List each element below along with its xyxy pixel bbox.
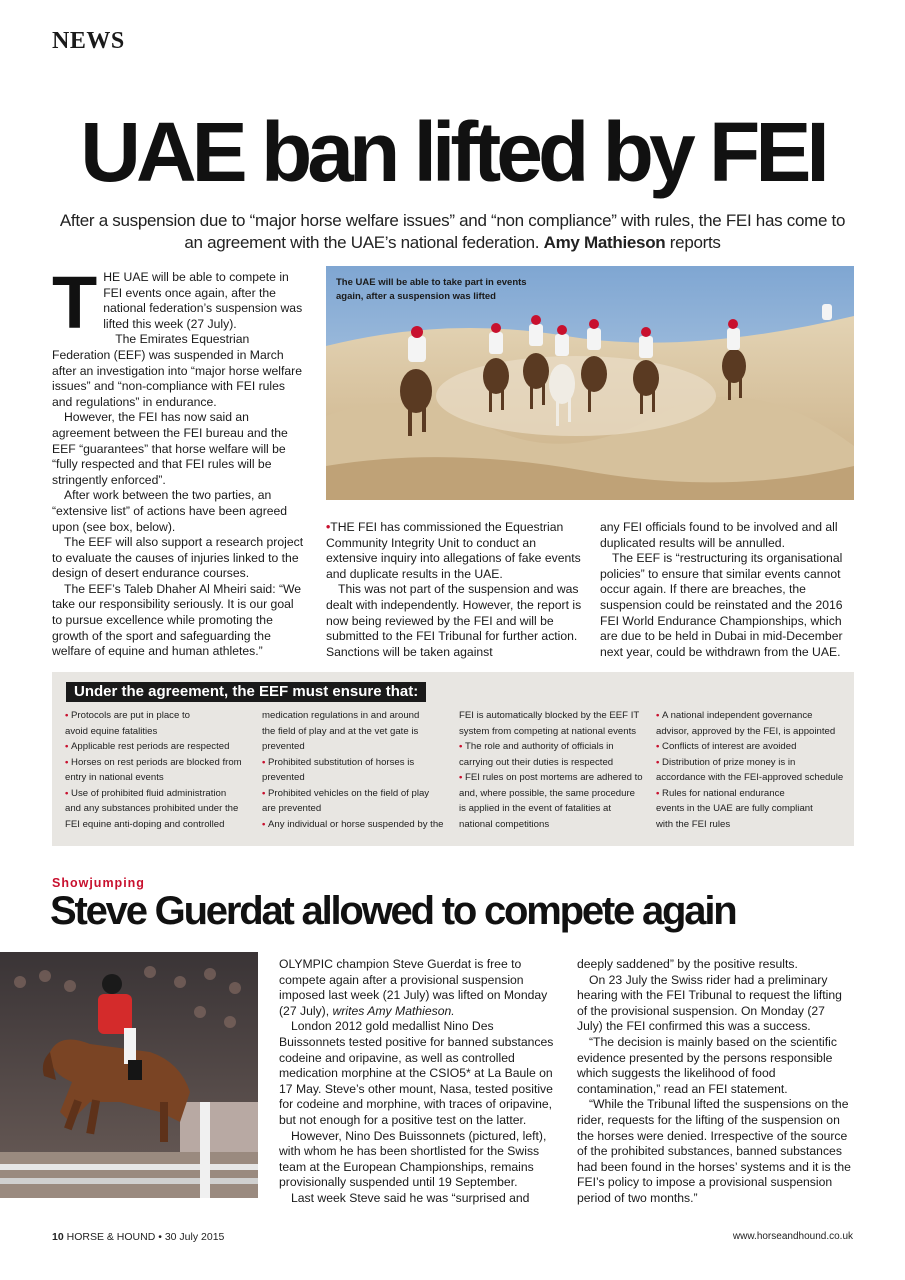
body-paragraph: However, the FEI has now said an agreement between the FEI bureau and the EEF “guarantees” that horse welfare will be “fully respected and that FEI rules will be stringently enforced”. [52, 410, 288, 487]
drop-cap: T [52, 261, 98, 344]
body-paragraph: deeply saddened” by the positive results. [577, 957, 798, 971]
box-list-line [656, 708, 848, 724]
article-headline: UAE ban lifted by FEI [80, 105, 825, 199]
box-list-text: events in the UAE are fully compliant [656, 803, 813, 814]
box-list-line [459, 770, 647, 786]
page-number: 10 [52, 1231, 64, 1243]
box-list-text: avoid equine fatalities [65, 725, 158, 737]
body-paragraph: London 2012 gold medallist Nino Des Buissonnets tested positive for banned substances codeine and oripavine, as well as controlled medication morphine at the CSIO5* at La Baule on 17 May. Steve’s other mount, Nasa, tested positive for codeine and morphine, with traces of oripavine, but not enough for a positive test on the latter. [279, 1019, 554, 1127]
box-column-4 [656, 708, 848, 832]
box-list-text: entry in national events [65, 772, 164, 783]
article2-column-2 [577, 957, 854, 1207]
bullet-marker: • [65, 741, 72, 752]
byline-italic: writes Amy Mathieson. [332, 1003, 455, 1018]
box-list-text: Prohibited substitution of horses is [268, 756, 415, 768]
bullet-marker: • [656, 787, 663, 799]
article1-column-3 [600, 520, 854, 660]
body-paragraph: “While the Tribunal lifted the suspensions on the rider, requests for the lifting of the suspension on the horses were denied. Irrespective of the source of the prohibited substances, banned substances had been found in the horses’ systems and it is the FEI’s policy to impose a provisional suspension period of two months.” [577, 1097, 851, 1205]
box-list-line [459, 817, 647, 833]
bullet-marker: • [65, 756, 72, 768]
agreement-box [52, 672, 854, 846]
box-list-line [656, 755, 848, 771]
box-list-line [65, 817, 253, 833]
box-list-text: and, where possible, the same procedure [459, 787, 635, 799]
box-list-line [262, 755, 450, 771]
standfirst-suffix: reports [669, 233, 721, 252]
box-list-line [656, 770, 848, 786]
body-text: OLYMPIC champion Steve Guerdat is free to compete again after a provisional suspension imposed last week (21 July) was lifted on Monday (27 July), [279, 957, 548, 1018]
body-paragraph [279, 957, 555, 1019]
box-list-line [262, 739, 450, 755]
body-paragraph: However, Nino Des Buissonnets (pictured, left), with whom he has been shortlisted for the Swiss team at the European Championships, remains provisionally suspended until 19 September. [279, 1128, 547, 1190]
box-list-line [459, 755, 647, 771]
standfirst-author: Amy Mathieson [543, 233, 666, 252]
endurance-photo [326, 266, 854, 500]
box-title: Under the agreement, the EEF must ensure that: [66, 682, 426, 702]
box-list-line [459, 801, 647, 817]
article1-column-2 [326, 520, 582, 660]
bullet-marker: • [656, 756, 663, 768]
box-list-line [262, 817, 450, 833]
box-list-text: Any individual or horse suspended by the [268, 818, 444, 830]
article-standfirst [50, 210, 855, 254]
box-list-text: The role and authority of officials in [465, 741, 614, 752]
bullet-marker: • [656, 710, 663, 721]
standfirst-text: After a suspension due to “major horse welfare issues” and “non compliance” with rules, the FEI has come to an agreement with the UAE’s national federation. [59, 211, 846, 252]
article2-column-1 [279, 957, 555, 1207]
box-list-line [262, 724, 450, 740]
bullet-marker: • [459, 772, 466, 783]
box-list-line [65, 739, 253, 755]
bullet-marker: • [262, 818, 269, 830]
box-list-text: prevented [262, 741, 305, 752]
box-list-line [262, 786, 450, 802]
box-list-text: Rules for national endurance [662, 787, 785, 799]
box-list-text: FEI is automatically blocked by the EEF IT [459, 710, 640, 721]
box-list-text: Conflicts of interest are avoided [662, 741, 797, 752]
box-list-line [65, 770, 253, 786]
section-label: NEWS [52, 28, 125, 54]
bullet-marker: • [65, 710, 72, 721]
article2-kicker: Showjumping [52, 876, 145, 890]
body-paragraph: any FEI officials found to be involved and all duplicated results will be annulled. [600, 520, 838, 550]
box-list-text: Horses on rest periods are blocked from [71, 756, 242, 768]
body-paragraph: This was not part of the suspension and was dealt with independently. However, the report is now being reviewed by the FEI and will be submitted to the FEI Tribunal for further action. Sanctions will be taken against [326, 582, 582, 659]
box-list-text: advisor, approved by the FEI, is appointed [656, 725, 836, 737]
box-list-text: is applied in the event of fatalities at [459, 803, 611, 814]
box-list-text: Applicable rest periods are respected [71, 741, 230, 752]
bullet-marker: • [262, 787, 269, 799]
body-paragraph: The Emirates Equestrian Federation (EEF) was suspended in March after an investigation into “major horse welfare issues” and “non-compliance with FEI rules and regulations” in endurance. [52, 332, 302, 409]
box-list-text: are prevented [262, 803, 322, 814]
page-footer-left [52, 1231, 224, 1243]
body-text: THE FEI has commissioned the Equestrian Community Integrity Unit to conduct an extensive inquiry into allegations of fake events and duplicate results in the UAE. [326, 520, 581, 581]
box-list-line [459, 786, 647, 802]
article2-headline: Steve Guerdat allowed to compete again [50, 889, 736, 933]
box-list-text: FEI rules on post mortems are adhered to [465, 772, 643, 783]
body-paragraph: On 23 July the Swiss rider had a preliminary hearing with the FEI Tribunal to request the lifting of the provisional suspension. On Monday (27 July) the FEI confirmed this was a success. [577, 972, 842, 1034]
box-list-line [459, 724, 647, 740]
body-paragraph: The EEF’s Taleb Dhaher Al Mheiri said: “We take our responsibility seriously. It is our goal to pursue excellence while promoting the growth of the sport and safeguarding the welfare of equine and human athletes.” [52, 581, 302, 659]
body-paragraph: Last week Steve said he was “surprised and [291, 1190, 530, 1205]
box-list-line [262, 770, 450, 786]
box-list-text: the field of play and at the vet gate is [262, 725, 419, 737]
box-list-text: Use of prohibited fluid administration [71, 787, 227, 799]
box-list-line [262, 801, 450, 817]
body-paragraph: The EEF is “restructuring its organisational policies” to ensure that similar events cannot occur again. If there are breaches, the suspension could be reinstated and the 2016 FEI World Endurance Championships, which are due to be held in Dubai in mid-December next year, could be withdrawn from the UAE. [600, 551, 843, 659]
body-paragraph: “The decision is mainly based on the scientific evidence presented by the persons responsible which suggests the likelihood of food contamination,” read an FEI statement. [577, 1034, 837, 1096]
box-list-text: national competitions [459, 818, 550, 830]
box-list-line [656, 786, 848, 802]
box-list-text: system from competing at national events [459, 725, 637, 737]
box-list-text: Protocols are put in place to [71, 710, 190, 721]
publication-name: HORSE & HOUND [66, 1231, 156, 1243]
bullet-marker: • [65, 787, 72, 799]
box-list-line [65, 724, 253, 740]
article1-column-1 [52, 261, 306, 660]
bullet-marker: • [262, 756, 269, 768]
bullet-marker: • [459, 741, 466, 752]
box-list-line [65, 786, 253, 802]
box-list-text: medication regulations in and around [262, 710, 420, 721]
box-list-line [262, 708, 450, 724]
box-list-text: Distribution of prize money is in [662, 756, 796, 768]
footer-separator: • [158, 1231, 162, 1243]
box-column-2 [262, 708, 450, 832]
box-list-text: prevented [262, 772, 305, 783]
box-list-line [656, 801, 848, 817]
box-list-text: with the FEI rules [656, 818, 731, 830]
box-list-text: Prohibited vehicles on the field of play [268, 787, 430, 799]
bullet-marker: • [656, 741, 663, 752]
body-paragraph [326, 520, 582, 582]
showjumping-photo [0, 952, 258, 1198]
box-list-line [65, 755, 253, 771]
box-list-line [656, 739, 848, 755]
issue-date: 30 July 2015 [164, 1231, 225, 1243]
photo-caption: The UAE will be able to take part in events again, after a suspension was lifted [336, 277, 527, 302]
website-url[interactable]: www.horseandhound.co.uk [732, 1231, 853, 1242]
box-list-text: and any substances prohibited under the [65, 803, 239, 814]
box-list-line [656, 724, 848, 740]
showjumper-image [0, 952, 258, 1198]
box-list-text: accordance with the FEI-approved schedule [656, 772, 844, 783]
bullet-marker: • [326, 520, 331, 534]
box-list-text: carrying out their duties is respected [459, 756, 614, 768]
body-paragraph: After work between the two parties, an “extensive list” of actions have been agreed upon (see box, below). [52, 488, 288, 534]
box-column-1 [65, 708, 253, 832]
box-list-line [459, 708, 647, 724]
box-list-text: FEI equine anti-doping and controlled [65, 818, 225, 830]
box-list-line [65, 708, 253, 724]
box-list-line [65, 801, 253, 817]
box-list-text: A national independent governance [662, 710, 813, 721]
box-list-line [656, 817, 848, 833]
box-list-line [459, 739, 647, 755]
box-column-3 [459, 708, 647, 832]
body-paragraph: The EEF will also support a research project to evaluate the causes of injuries linked to the design of desert endurance courses. [52, 535, 304, 581]
body-paragraph: HE UAE will be able to compete in FEI events once again, after the national federation’s suspension was lifted this week (27 July). [103, 270, 303, 331]
